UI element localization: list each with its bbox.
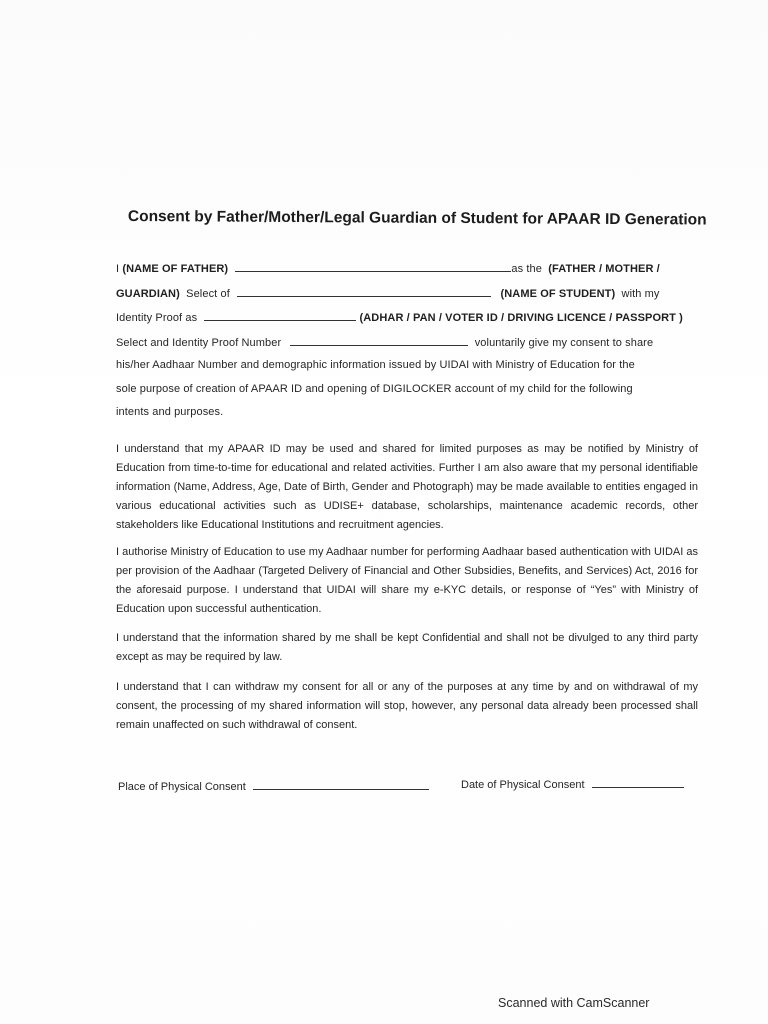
intro-line-7: intents and purposes. <box>116 406 224 418</box>
relation-options-label: (FATHER / MOTHER / <box>548 263 660 275</box>
pronoun-i: I <box>116 263 120 275</box>
place-of-consent-label: Place of Physical Consent <box>118 781 246 793</box>
intro-line-4 <box>116 335 653 349</box>
paragraph-apaar-usage: I understand that my APAAR ID may be used and shared for limited purposes as may be notified by Ministry of Education from time-to-time for educational and related activities. Further I am also aware that my personal identifiable information (Name, Address, Age, Date of Birth, Gender and Photograph) may be made available to entities engaged in various educational activities such as UDISE+ database, scholarships, maintenance academic records, other stakeholders like Educational Institutions and recruitment agencies. <box>116 443 698 531</box>
date-of-consent-field <box>461 777 684 791</box>
student-name-blank[interactable] <box>237 286 491 297</box>
intro-line-2 <box>116 286 660 300</box>
id-number-text: Select and Identity Proof Number <box>116 337 282 349</box>
camscanner-watermark: Scanned with CamScanner <box>498 996 650 1010</box>
paragraph-aadhaar-authorisation: I authorise Ministry of Education to use my Aadhaar number for performing Aadhaar based authentication with UIDAI as per provision of the Aadhaar (Targeted Delivery of Financial and Other Subsidies, Benefits, and Services) Act, 2016 for the aforesaid purpose. I understand that UIDAI will share my e-KYC details, or response of “Yes” with Ministry of Education upon successful authentication. <box>116 546 698 615</box>
guardian-label: GUARDIAN) <box>116 288 180 300</box>
student-name-label: (NAME OF STUDENT) <box>500 288 616 300</box>
select-of-text: Select of <box>186 288 230 300</box>
identity-proof-text: Identity Proof as <box>116 312 198 324</box>
place-of-consent-blank[interactable] <box>253 779 429 790</box>
intro-line-5: his/her Aadhaar Number and demographic information issued by UIDAI with Ministry of Education for the <box>116 359 635 371</box>
id-number-blank[interactable] <box>290 335 468 346</box>
identity-proof-blank[interactable] <box>204 310 356 321</box>
date-of-consent-label: Date of Physical Consent <box>461 779 585 791</box>
intro-line-1 <box>116 261 660 275</box>
with-my-text: with my <box>621 288 660 300</box>
consent-text: voluntarily give my consent to share <box>474 337 654 349</box>
father-name-label: (NAME OF FATHER) <box>122 263 229 275</box>
place-of-consent-field <box>118 779 429 793</box>
paragraph-confidentiality: I understand that the information shared by me shall be kept Confidential and shall not be divulged to any third party except as may be required by law. <box>116 632 698 663</box>
date-of-consent-blank[interactable] <box>592 777 684 788</box>
as-the-text: as the <box>511 263 542 275</box>
document-title: Consent by Father/Mother/Legal Guardian of Student for APAAR ID Generation <box>127 208 707 229</box>
identity-proof-options: (ADHAR / PAN / VOTER ID / DRIVING LICENCE / PASSPORT ) <box>359 312 683 324</box>
paragraph-withdrawal: I understand that I can withdraw my consent for all or any of the purposes at any time by and on withdrawal of my consent, the processing of my shared information will stop, however, any personal data already been processed shall remain unaffected on such withdrawal of consent. <box>116 681 698 731</box>
father-name-blank[interactable] <box>235 261 511 272</box>
intro-line-6: sole purpose of creation of APAAR ID and opening of DIGILOCKER account of my child for the following <box>116 383 633 395</box>
intro-line-3 <box>116 310 683 324</box>
